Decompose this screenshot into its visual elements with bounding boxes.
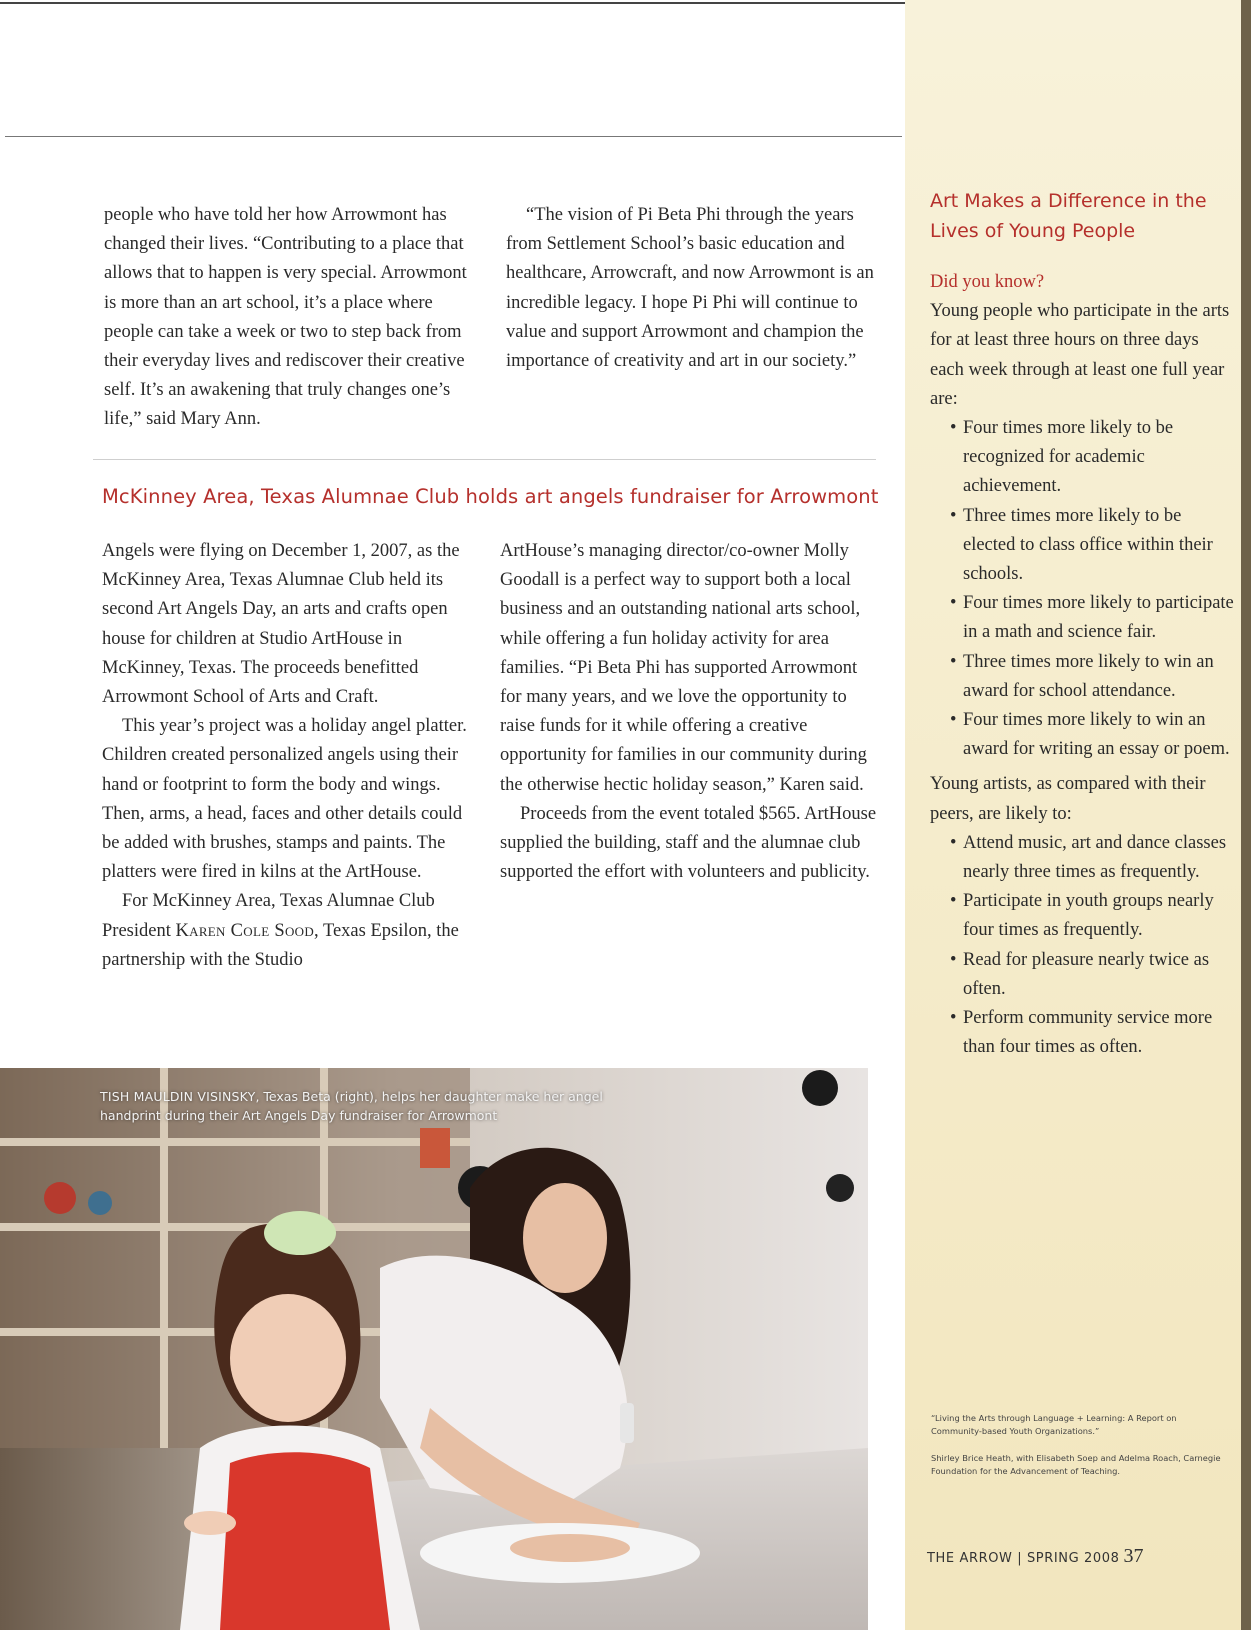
article-right-column [500, 537, 878, 887]
source-authors: Shirley Brice Heath, with Elisabeth Soep and Adelma Roach, Carnegie Foundation for the Advancement of Teaching. [931, 1453, 1221, 1476]
photo-caption-name: TISH MAULDIN VISINSKY [100, 1089, 256, 1104]
article-heading: McKinney Area, Texas Alumnae Club holds art angels fundraiser for Arrowmont [102, 485, 879, 508]
list-item: • Four times more likely to win an award for writing an essay or poem. [930, 706, 1235, 764]
list-item: • Three times more likely to be elected to class office within their schools. [930, 502, 1235, 590]
list-item: • Read for pleasure nearly twice as often. [930, 946, 1235, 1004]
photo-caption-text: , Texas Beta (right), helps her daughter make her angel handprint during their Art Angels Day fundraiser for Arrowmont [100, 1089, 603, 1123]
sidebar-edge [1241, 0, 1251, 1630]
sidebar-list-1 [930, 414, 1235, 764]
article-paragraph-2: This year’s project was a holiday angel platter. Children created personalized angels using their hand or footprint to form the body and wings. Then, arms, a head, faces and other details could be added with brushes, stamps and paints. The platters were fired in kilns at the ArtHouse. [102, 716, 467, 883]
article-paragraph-3-end: , Texas Epsilon, the partnership with the Studio [102, 920, 459, 970]
source-title: “Living the Arts through Language + Learning: A Report on Community-based Youth Organizations.” [931, 1413, 1177, 1436]
page-footer [927, 1545, 1144, 1568]
did-you-know: Did you know? [930, 272, 1045, 292]
photo-illustration [0, 1068, 868, 1630]
list-item: • Four times more likely to participate in a math and science fair. [930, 589, 1235, 647]
page-number: 37 [1123, 1545, 1144, 1567]
intro-left-paragraph: people who have told her how Arrowmont has changed their lives. “Contributing to a place that allows that to happen is very special. Arrowmont is more than an art school, it’s a place where people can take a week or two to step back from their everyday lives and rediscover their creative self. It’s an awakening that truly changes one’s life,” said Mary Ann. [104, 205, 467, 430]
article-paragraph-4: ArtHouse’s managing director/co-owner Molly Goodall is a perfect way to support both a local business and an outstanding national arts school, while offering a fun holiday activity for area families. “Pi Beta Phi has supported Arrowmont for many years, and we love the opportunity to raise funds for it while offering a creative opportunity for families in our community during the otherwise hectic holiday season,” Karen said. [500, 541, 867, 795]
photo-caption [100, 1087, 620, 1125]
list-item: • Three times more likely to win an award for school attendance. [930, 648, 1235, 706]
intro-left-column [104, 201, 479, 435]
president-name: Karen Cole Sood [175, 920, 315, 941]
list-item: • Perform community service more than four times as often. [930, 1004, 1235, 1062]
sidebar-body [930, 268, 1235, 1062]
sidebar-title: Art Makes a Difference in the Lives of Young People [930, 190, 1207, 242]
top-rule [0, 2, 905, 4]
publication-name: THE ARROW | SPRING 2008 [927, 1551, 1120, 1566]
article-left-column [102, 537, 480, 975]
article-paragraph-3-start: For McKinney Area, Texas Alumnae Club President [102, 891, 435, 941]
sidebar-intro-1: Young people who participate in the arts for at least three hours on three days each week through at least one full year are: [930, 301, 1230, 409]
intro-right-paragraph: “The vision of Pi Beta Phi through the years from Settlement School’s basic education and healthcare, Arrowcraft, and now Arrowmont is an incredible legacy. I hope Pi Phi will continue to value and support Arrowmont and champion the importance of creativity and art in our society.” [506, 205, 874, 372]
page-rule [5, 136, 902, 137]
article-paragraph-3 [102, 887, 480, 975]
sidebar-list-2 [930, 829, 1235, 1063]
sidebar [905, 0, 1251, 1630]
sidebar-source [931, 1412, 1221, 1492]
list-item: • Attend music, art and dance classes nearly three times as frequently. [930, 829, 1235, 887]
list-item: • Four times more likely to be recognized for academic achievement. [930, 414, 1235, 502]
article-paragraph-5: Proceeds from the event totaled $565. ArtHouse supplied the building, staff and the alumnae club supported the effort with volunteers and publicity. [500, 803, 877, 883]
intro-right-column [506, 201, 881, 376]
article-paragraph-1: Angels were flying on December 1, 2007, as the McKinney Area, Texas Alumnae Club held its second Art Angels Day, an arts and crafts open house for children at Studio ArtHouse in McKinney, Texas. The proceeds benefitted Arrowmont School of Arts and Craft. [102, 541, 460, 708]
list-item: • Participate in youth groups nearly four times as frequently. [930, 887, 1235, 945]
sidebar-intro-2: Young artists, as compared with their peers, are likely to: [930, 774, 1206, 824]
section-divider [93, 459, 876, 460]
event-photo [0, 1068, 868, 1630]
